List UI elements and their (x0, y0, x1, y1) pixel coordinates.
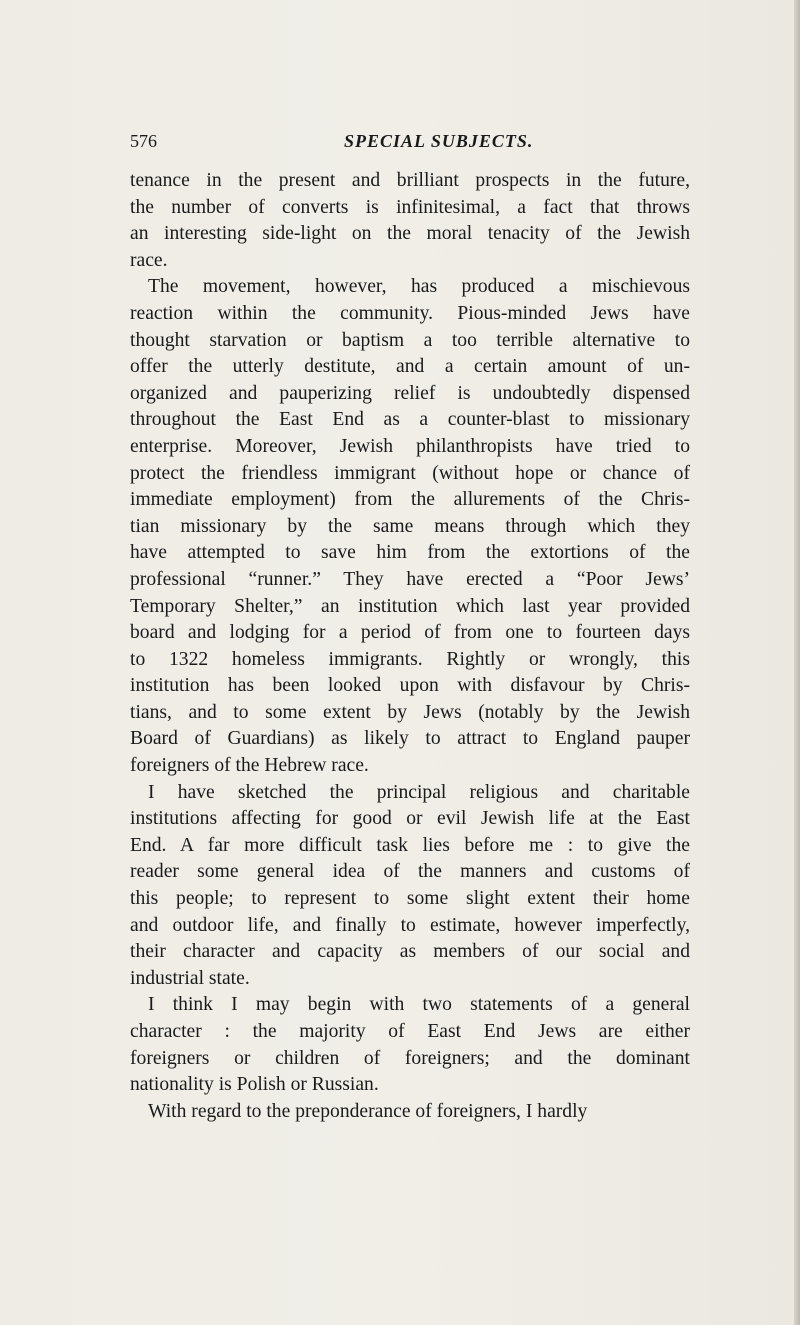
text-line: reader some general idea of the manners and customs of (130, 861, 690, 883)
text-line: I think I may begin with two statements of a general (148, 994, 690, 1016)
text-line: foreigners of the Hebrew race. (130, 755, 369, 777)
text-line: board and lodging for a period of from one to fourteen days (130, 622, 690, 644)
paragraph (130, 274, 690, 779)
text-line: throughout the East End as a counter-blast to missionary (130, 409, 690, 431)
text-line: End. A far more difficult task lies before me : to give the (130, 834, 690, 856)
text-line: institution has been looked upon with disfavour by Chris- (130, 675, 690, 697)
text-line: reaction within the community. Pious-minded Jews have (130, 302, 690, 324)
text-line: an interesting side-light on the moral tenacity of the Jewish (130, 223, 690, 245)
paragraph (130, 1099, 690, 1126)
text-line: tians, and to some extent by Jews (notably by the Jewish (130, 701, 690, 723)
text-line: industrial state. (130, 967, 250, 989)
text-line: With regard to the preponderance of foreigners, I hardly (148, 1100, 588, 1122)
text-line: immediate employment) from the allurements of the Chris- (130, 489, 690, 511)
text-line: Board of Guardians) as likely to attract to England pauper (130, 728, 690, 750)
text-line: race. (130, 249, 168, 271)
text-line: institutions affecting for good or evil Jewish life at the East (130, 808, 690, 830)
text-line: tenance in the present and brilliant prospects in the future, (130, 170, 690, 191)
text-line: Temporary Shelter,” an institution which last year provided (130, 595, 690, 617)
text-line: tian missionary by the same means through which they (130, 515, 690, 537)
text-line: nationality is Polish or Russian. (130, 1074, 379, 1096)
running-head (130, 131, 690, 155)
text-line: character : the majority of East End Jews are either (130, 1021, 690, 1042)
paragraph (130, 992, 690, 1098)
text-line: professional “runner.” They have erected a “Poor Jews’ (130, 568, 690, 590)
text-line: have attempted to save him from the extortions of the (130, 542, 690, 564)
paragraph (130, 168, 690, 274)
text-line: foreigners or children of foreigners; and the dominant (130, 1047, 690, 1069)
body-text (130, 168, 690, 1125)
page-edge (794, 0, 800, 1325)
text-line: to 1322 homeless immigrants. Rightly or wrongly, this (130, 648, 690, 670)
paragraph (130, 780, 690, 993)
text-line: thought starvation or baptism a too terrible alternative to (130, 329, 690, 351)
text-line: offer the utterly destitute, and a certain amount of un- (130, 356, 690, 378)
page-number: 576 (130, 131, 157, 151)
running-title: SPECIAL SUBJECTS. (344, 131, 534, 151)
text-line: The movement, however, has produced a mischievous (148, 276, 690, 298)
text-line: this people; to represent to some slight extent their home (130, 888, 690, 910)
text-line: their character and capacity as members of our social and (130, 941, 690, 963)
text-line: I have sketched the principal religious and charitable (148, 781, 690, 803)
text-line: the number of converts is infinitesimal, a fact that throws (130, 196, 690, 218)
text-line: protect the friendless immigrant (without hope or chance of (130, 462, 690, 484)
text-line: enterprise. Moreover, Jewish philanthropists have tried to (130, 435, 690, 457)
text-line: and outdoor life, and finally to estimate, however imperfectly, (130, 914, 690, 936)
text-line: organized and pauperizing relief is undoubtedly dispensed (130, 382, 690, 404)
